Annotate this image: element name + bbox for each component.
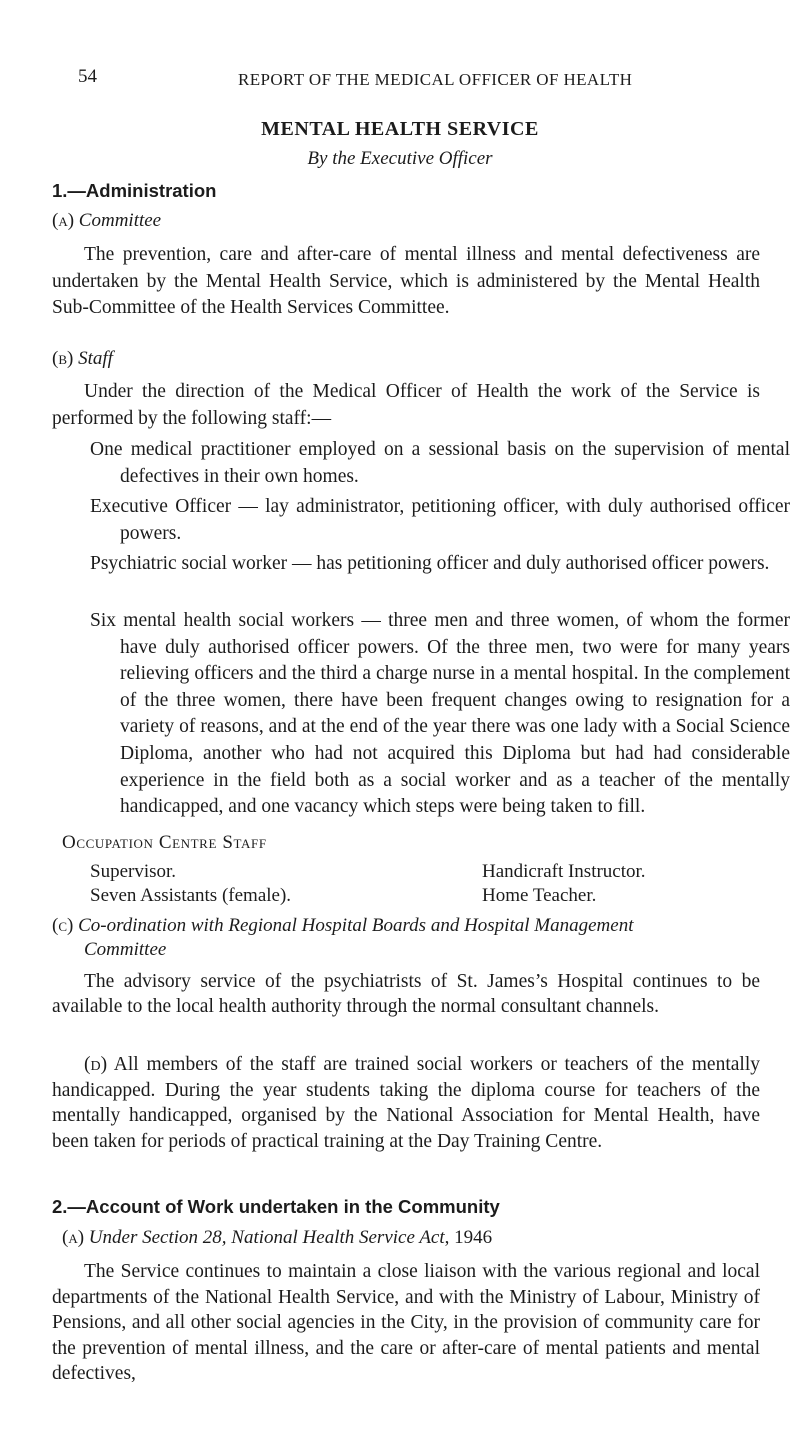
occupation-staff-right bbox=[482, 860, 646, 908]
coordination-paragraph: The advisory service of the psychiatrists of St. James’s Hospital continues to be available to the local health authority through the normal consultant channels. bbox=[52, 971, 760, 1017]
subsection-d-text: All members of the staff are trained social workers or teachers of the mentally handicapped. During the year students taking the diploma course for teachers of the mentally handicapped, organised by the National Association for Mental Health, have been taken for periods of practical training at the Day Training Centre. bbox=[52, 1054, 760, 1152]
act-name: National Health Service Act bbox=[231, 1227, 445, 1248]
subsection-b-heading bbox=[52, 348, 113, 370]
staff-intro-paragraph: Under the direction of the Medical Officer of Health the work of the Service is performed by the following staff:— bbox=[52, 381, 760, 429]
staff-item: One medical practitioner employed on a sessional basis on the supervision of mental defectives in their own homes. bbox=[90, 439, 790, 487]
subsection-letter: (c) bbox=[52, 915, 74, 936]
staff-role: Handicraft Instructor. bbox=[482, 861, 646, 882]
committee-paragraph: The prevention, care and after-care of mental illness and mental defectiveness are undertaken by the Mental Health Service, which is administered by the Mental Health Sub-Committee of the Health Services Committee. bbox=[52, 244, 760, 319]
staff-item: Six mental health social workers — three men and three women, of whom the former have duly authorised officer powers. Of the three men, two were for many years relieving officers and the third a charge nurse in a mental hospital. In the complement of the three women, there have been frequent changes owing to resignation for a variety of reasons, and at the end of the year there was one lady with a Social Science Diploma, another who had not acquired this Diploma but had had considerable experience in the field both as a social worker and as a teacher of the mentally handicapped, and one vacancy which steps were being taken to fill. bbox=[90, 610, 790, 818]
occupation-staff-left bbox=[90, 860, 291, 908]
subsection-letter: (a) bbox=[52, 210, 75, 231]
liaison-paragraph: The Service continues to maintain a close liaison with the various regional and local departments of the National Health Service, and with the Ministry of Labour, Ministry of Pensions, and all other social agencies in the City, in the provision of community care for the prevention of mental illness, and the care or after-care of mental patients and mental defectives, bbox=[52, 1261, 760, 1384]
subsection-label-continued: Committee bbox=[84, 939, 167, 960]
subsection-label: Committee bbox=[78, 210, 162, 231]
staff-role: Seven Assistants (female). bbox=[90, 885, 292, 906]
subsection-d-paragraph bbox=[52, 1052, 760, 1154]
page-number: 54 bbox=[78, 66, 97, 87]
subsection-c-heading bbox=[52, 914, 772, 962]
section-2-heading: 2.—Account of Work undertaken in the Community bbox=[52, 1196, 500, 1217]
running-head: REPORT OF THE MEDICAL OFFICER OF HEALTH bbox=[238, 70, 633, 89]
subsection-letter: (b) bbox=[52, 348, 74, 369]
subsection-label: Under Section 28, bbox=[88, 1227, 232, 1248]
staff-item: Psychiatric social worker — has petitioning officer and duly authorised officer powers. bbox=[90, 553, 770, 574]
subsection-a-heading bbox=[52, 210, 161, 232]
act-year: , 1946 bbox=[444, 1227, 493, 1248]
section-2-subsection-a-heading bbox=[62, 1227, 492, 1249]
staff-role: Supervisor. bbox=[90, 861, 177, 882]
subsection-letter: (a) bbox=[62, 1227, 85, 1248]
subsection-letter: (d) bbox=[84, 1054, 108, 1075]
page-title: MENTAL HEALTH SERVICE bbox=[261, 118, 539, 140]
section-1-heading: 1.—Administration bbox=[52, 180, 217, 201]
subsection-label: Co-ordination with Regional Hospital Boards and Hospital Management bbox=[78, 915, 634, 936]
occupation-centre-heading: Occupation Centre Staff bbox=[62, 832, 267, 853]
byline: By the Executive Officer bbox=[307, 148, 493, 169]
staff-item: Executive Officer — lay administrator, petitioning officer, with duly authorised officer powers. bbox=[90, 496, 790, 544]
staff-role: Home Teacher. bbox=[482, 885, 597, 906]
subsection-label: Staff bbox=[78, 348, 113, 369]
